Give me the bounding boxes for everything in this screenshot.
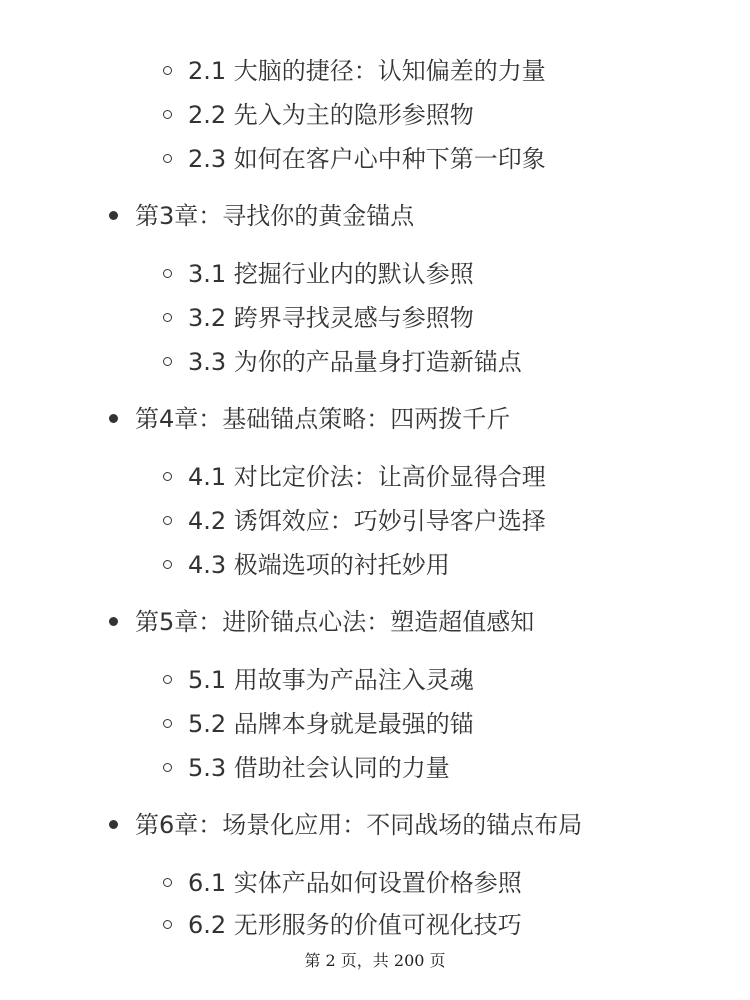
hollow-bullet-icon: [163, 763, 172, 772]
hollow-bullet-icon: [163, 269, 172, 278]
toc-section-3-2: [160, 298, 474, 338]
toc-entry-text: 4.2 诱饵效应：巧妙引导客户选择: [188, 507, 546, 535]
hollow-bullet-icon: [163, 675, 172, 684]
toc-section-4-3: [160, 545, 450, 585]
hollow-bullet-icon: [163, 357, 172, 366]
filled-bullet-icon: [109, 211, 118, 220]
toc-entry-text: 6.2 无形服务的价值可视化技巧: [188, 911, 522, 939]
toc-entry-text: 3.2 跨界寻找灵感与参照物: [188, 304, 474, 332]
toc-entry-text: 5.2 品牌本身就是最强的锚: [188, 710, 474, 738]
toc-section-6-2: [160, 905, 522, 945]
toc-section-5-1: [160, 660, 474, 700]
toc-entry-text: 3.1 挖掘行业内的默认参照: [188, 260, 474, 288]
filled-bullet-icon: [109, 820, 118, 829]
toc-section-6-1: [160, 863, 522, 903]
toc-section-4-1: [160, 457, 546, 497]
toc-entry-text: 4.3 极端选项的衬托妙用: [188, 551, 450, 579]
toc-section-2-1: [160, 51, 546, 91]
toc-section-2-2: [160, 95, 474, 135]
hollow-bullet-icon: [163, 920, 172, 929]
toc-section-5-2: [160, 704, 474, 744]
toc-entry-text: 2.2 先入为主的隐形参照物: [188, 101, 474, 129]
toc-chapter-5: [109, 602, 534, 642]
hollow-bullet-icon: [163, 878, 172, 887]
toc-entry-text: 第5章：进阶锚点心法：塑造超值感知: [135, 608, 535, 636]
toc-entry-text: 第6章：场景化应用：不同战场的锚点布局: [135, 811, 583, 839]
toc-section-2-3: [160, 139, 546, 179]
hollow-bullet-icon: [163, 719, 172, 728]
toc-section-5-3: [160, 748, 450, 788]
hollow-bullet-icon: [163, 66, 172, 75]
toc-entry-text: 2.3 如何在客户心中种下第一印象: [188, 145, 546, 173]
page-number-footer: 第 2 页，共 200 页: [304, 951, 446, 970]
toc-chapter-4: [109, 399, 510, 439]
hollow-bullet-icon: [163, 516, 172, 525]
toc-section-3-3: [160, 342, 522, 382]
toc-chapter-6: [109, 805, 582, 845]
toc-entry-text: 第3章：寻找你的黄金锚点: [135, 202, 415, 230]
filled-bullet-icon: [109, 617, 118, 626]
toc-entry-text: 6.1 实体产品如何设置价格参照: [188, 869, 522, 897]
hollow-bullet-icon: [163, 110, 172, 119]
toc-entry-text: 5.1 用故事为产品注入灵魂: [188, 666, 474, 694]
toc-entry-text: 第4章：基础锚点策略：四两拨千斤: [135, 405, 511, 433]
toc-entry-text: 4.1 对比定价法：让高价显得合理: [188, 463, 546, 491]
toc-entry-text: 5.3 借助社会认同的力量: [188, 754, 450, 782]
toc-entry-text: 3.3 为你的产品量身打造新锚点: [188, 348, 522, 376]
hollow-bullet-icon: [163, 313, 172, 322]
toc-entry-text: 2.1 大脑的捷径：认知偏差的力量: [188, 57, 546, 85]
toc-section-3-1: [160, 254, 474, 294]
hollow-bullet-icon: [163, 560, 172, 569]
hollow-bullet-icon: [163, 154, 172, 163]
toc-chapter-3: [109, 196, 414, 236]
hollow-bullet-icon: [163, 472, 172, 481]
filled-bullet-icon: [109, 414, 118, 423]
toc-section-4-2: [160, 501, 546, 541]
